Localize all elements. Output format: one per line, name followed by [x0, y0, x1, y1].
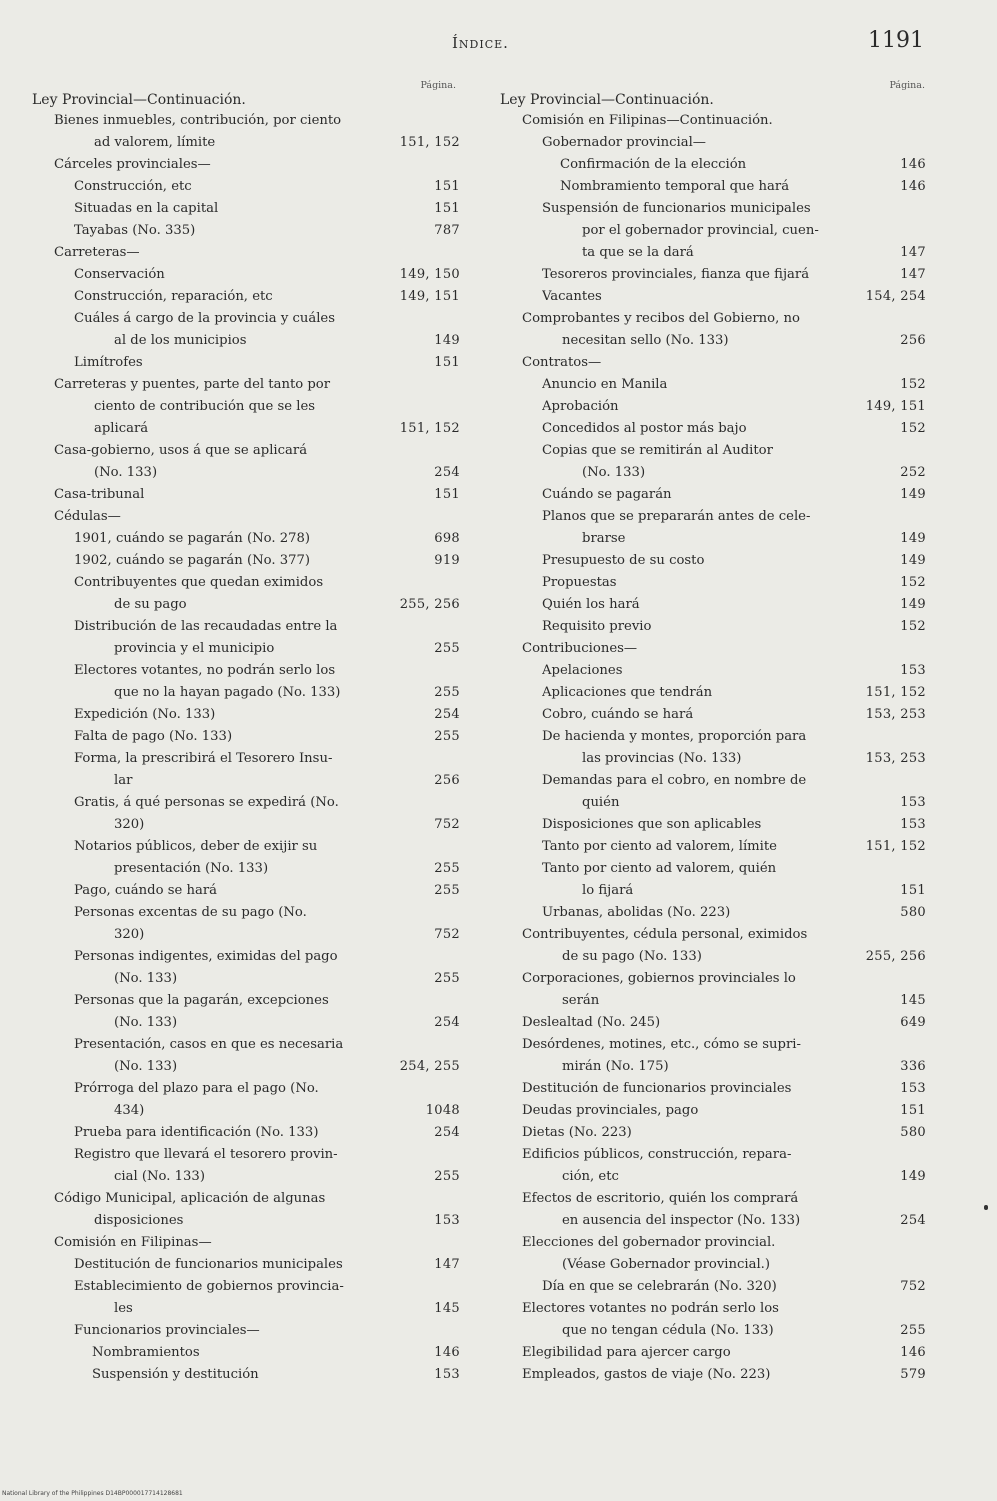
entry-text-line: por el gobernador provincial, cuen- — [582, 223, 819, 238]
entry-text-line: Aplicaciones que tendrán — [542, 685, 713, 700]
entry-text-line: Falta de pago (No. 133) — [74, 729, 233, 744]
entry-text-line: Personas excentas de su pago (No. — [74, 905, 307, 920]
index-entry — [500, 1100, 930, 1122]
index-entry — [500, 132, 930, 154]
entry-text-line: 1902, cuándo se pagarán (No. 377) — [74, 553, 311, 568]
index-entry — [32, 506, 464, 528]
entry-page-ref: 146 — [900, 179, 926, 194]
index-entry — [32, 1078, 464, 1122]
entry-page-ref: 255 — [434, 729, 460, 744]
index-entry — [32, 176, 464, 198]
entry-page-ref: 147 — [900, 245, 926, 260]
entry-page-ref: 153 — [434, 1213, 460, 1228]
index-entry — [32, 990, 464, 1034]
index-entry — [500, 352, 930, 374]
index-entry — [32, 220, 464, 242]
index-entry — [500, 1144, 930, 1188]
entry-text-line: Situadas en la capital — [74, 201, 219, 216]
index-entry — [32, 1254, 464, 1276]
entry-text-line: Prórroga del plazo para el pago (No. — [74, 1081, 319, 1096]
entry-page-ref: 256 — [900, 333, 926, 348]
entry-page-ref: 255, 256 — [399, 597, 460, 612]
entry-page-ref: 787 — [434, 223, 460, 238]
entry-text-line: Expedición (No. 133) — [74, 707, 216, 722]
index-entry — [500, 308, 930, 352]
index-entry — [32, 1034, 464, 1078]
entry-text-line: las provincias (No. 133) — [582, 751, 742, 766]
entry-text-line: Concedidos al postor más bajo — [542, 421, 747, 436]
entry-text-line: Comisión en Filipinas—Continuación. — [522, 113, 773, 128]
entry-text-line: Construcción, etc — [74, 179, 192, 194]
index-entry — [500, 572, 930, 594]
entry-page-ref: 752 — [900, 1279, 926, 1294]
index-entry — [32, 1276, 464, 1320]
running-title: Índice. — [452, 34, 509, 52]
entry-text-line: Tanto por ciento ad valorem, quién — [542, 861, 777, 876]
entry-text-line: Gratis, á qué personas se expedirá (No. — [74, 795, 339, 810]
entry-page-ref: 254 — [434, 1125, 460, 1140]
entry-page-ref: 255 — [434, 883, 460, 898]
entry-page-ref: 153 — [900, 663, 926, 678]
entry-text-line: cial (No. 133) — [114, 1169, 205, 1184]
entry-text-line: Contribuyentes, cédula personal, eximidos — [522, 927, 808, 942]
entry-page-ref: 152 — [900, 377, 926, 392]
index-entry — [500, 682, 930, 704]
index-entry — [500, 1276, 930, 1298]
right-column-heading: Ley Provincial—Continuación. — [500, 92, 714, 108]
entry-text-line: Contribuyentes que quedan eximidos — [74, 575, 324, 590]
index-entry — [32, 550, 464, 572]
left-column-heading: Ley Provincial—Continuación. — [32, 92, 246, 108]
entry-text-line: aplicará — [94, 421, 149, 436]
entry-text-line: (No. 133) — [582, 465, 646, 480]
entry-text-line: Desórdenes, motines, etc., cómo se supri- — [522, 1037, 801, 1052]
entry-text-line: Elecciones del gobernador provincial. — [522, 1235, 776, 1250]
index-entry — [500, 704, 930, 726]
index-entry — [500, 660, 930, 682]
index-entry — [32, 1122, 464, 1144]
entry-page-ref: 149 — [434, 333, 460, 348]
index-entry — [500, 770, 930, 814]
entry-text-line: Cárceles provinciales— — [54, 157, 211, 172]
entry-text-line: en ausencia del inspector (No. 133) — [562, 1213, 801, 1228]
entry-page-ref: 255 — [434, 1169, 460, 1184]
index-entry — [500, 110, 930, 132]
entry-page-ref: 580 — [900, 905, 926, 920]
entry-page-ref: 151 — [900, 1103, 926, 1118]
entry-text-line: 320) — [114, 927, 145, 942]
entry-text-line: Casa-tribunal — [54, 487, 145, 502]
entry-text-line: Gobernador provincial— — [542, 135, 706, 150]
entry-page-ref: 153, 253 — [865, 751, 926, 766]
entry-text-line: Forma, la prescribirá el Tesorero Insu- — [74, 751, 333, 766]
index-entry — [32, 308, 464, 352]
pagina-label-right: Página. — [889, 80, 925, 91]
index-entry — [500, 726, 930, 770]
entry-page-ref: 149 — [900, 553, 926, 568]
entry-text-line: Aprobación — [542, 399, 619, 414]
page-number: 1191 — [868, 28, 924, 53]
index-entry — [500, 1122, 930, 1144]
index-entry — [500, 1034, 930, 1078]
index-entry — [500, 264, 930, 286]
entry-page-ref: 151 — [900, 883, 926, 898]
entry-page-ref: 145 — [900, 993, 926, 1008]
entry-text-line: Registro que llevará el tesorero provin- — [74, 1147, 338, 1162]
index-entry — [500, 1364, 930, 1386]
entry-text-line: de su pago (No. 133) — [562, 949, 702, 964]
entry-text-line: Confirmación de la elección — [560, 157, 747, 172]
entry-text-line: lo fijará — [582, 883, 634, 898]
entry-text-line: Quién los hará — [542, 597, 640, 612]
index-entry — [32, 792, 464, 836]
index-entry — [32, 374, 464, 440]
entry-text-line: Casa-gobierno, usos á que se aplicará — [54, 443, 308, 458]
index-entry — [500, 550, 930, 572]
index-entry — [500, 1078, 930, 1100]
entry-text-line: Suspensión de funcionarios municipales — [542, 201, 811, 216]
entry-text-line: Cédulas— — [54, 509, 121, 524]
entry-text-line: Establecimiento de gobiernos provincia- — [74, 1279, 344, 1294]
index-entry — [32, 242, 464, 264]
entry-text-line: Anuncio en Manila — [542, 377, 668, 392]
index-entry — [32, 1320, 464, 1342]
entry-text-line: Deslealtad (No. 245) — [522, 1015, 661, 1030]
entry-text-line: 320) — [114, 817, 145, 832]
index-entry — [32, 440, 464, 484]
entry-text-line: ción, etc — [562, 1169, 619, 1184]
entry-page-ref: 151, 152 — [399, 135, 460, 150]
entry-text-line: Nombramientos — [92, 1345, 200, 1360]
entry-page-ref: 149, 151 — [865, 399, 926, 414]
entry-page-ref: 152 — [900, 575, 926, 590]
entry-text-line: Comprobantes y recibos del Gobierno, no — [522, 311, 800, 326]
index-entry — [500, 616, 930, 638]
entry-text-line: Notarios públicos, deber de exijir su — [74, 839, 318, 854]
entry-text-line: Suspensión y destitución — [92, 1367, 259, 1382]
index-entry — [500, 858, 930, 902]
left-entries-list — [32, 110, 464, 1386]
entry-page-ref: 149 — [900, 531, 926, 546]
index-entry — [32, 286, 464, 308]
index-entry — [500, 1188, 930, 1232]
index-entry — [32, 726, 464, 748]
entry-page-ref: 255 — [434, 971, 460, 986]
entry-page-ref: 580 — [900, 1125, 926, 1140]
index-entry — [500, 1232, 930, 1276]
entry-page-ref: 649 — [900, 1015, 926, 1030]
entry-text-line: Dietas (No. 223) — [522, 1125, 632, 1140]
entry-text-line: (Véase Gobernador provincial.) — [562, 1257, 771, 1272]
entry-text-line: Disposiciones que son aplicables — [542, 817, 762, 832]
entry-text-line: Tesoreros provinciales, fianza que fijará — [542, 267, 810, 282]
entry-page-ref: 254 — [434, 707, 460, 722]
entry-text-line: 1901, cuándo se pagarán (No. 278) — [74, 531, 311, 546]
entry-text-line: Presupuesto de su costo — [542, 553, 705, 568]
entry-page-ref: 154, 254 — [865, 289, 926, 304]
index-entry — [32, 572, 464, 616]
entry-text-line: Deudas provinciales, pago — [522, 1103, 699, 1118]
entry-text-line: Destitución de funcionarios provinciales — [522, 1081, 792, 1096]
entry-page-ref: 146 — [434, 1345, 460, 1360]
entry-text-line: Nombramiento temporal que hará — [560, 179, 790, 194]
index-entry — [500, 638, 930, 660]
entry-page-ref: 255 — [434, 641, 460, 656]
entry-text-line: Conservación — [74, 267, 165, 282]
entry-page-ref: 151 — [434, 355, 460, 370]
entry-text-line: (No. 133) — [114, 971, 178, 986]
index-entry — [500, 506, 930, 550]
page-header — [0, 28, 997, 68]
right-entries-list — [500, 110, 930, 1386]
entry-text-line: ta que se la dará — [582, 245, 694, 260]
entry-page-ref: 147 — [900, 267, 926, 282]
entry-page-ref: 149, 151 — [399, 289, 460, 304]
entry-text-line: Pago, cuándo se hará — [74, 883, 218, 898]
index-entry — [32, 528, 464, 550]
entry-page-ref: 919 — [434, 553, 460, 568]
index-entry — [32, 660, 464, 704]
index-entry — [32, 616, 464, 660]
index-entry — [32, 352, 464, 374]
entry-text-line: (No. 133) — [114, 1015, 178, 1030]
entry-text-line: Carreteras— — [54, 245, 140, 260]
entry-text-line: Tayabas (No. 335) — [74, 223, 196, 238]
scan-footer: National Library of the Philippines D14BP000017714128681 — [2, 1490, 183, 1497]
entry-text-line: Copias que se remitirán al Auditor — [542, 443, 773, 458]
entry-text-line: provincia y el municipio — [114, 641, 275, 656]
entry-text-line: Cuándo se pagarán — [542, 487, 672, 502]
entry-page-ref: 255 — [900, 1323, 926, 1338]
entry-text-line: serán — [562, 993, 600, 1008]
index-entry — [32, 154, 464, 176]
entry-page-ref: 336 — [900, 1059, 926, 1074]
entry-text-line: ad valorem, límite — [94, 135, 216, 150]
index-entry — [500, 418, 930, 440]
entry-text-line: Apelaciones — [542, 663, 623, 678]
entry-text-line: Prueba para identificación (No. 133) — [74, 1125, 319, 1140]
entry-text-line: Día en que se celebrarán (No. 320) — [542, 1279, 777, 1294]
index-entry — [32, 946, 464, 990]
index-entry — [500, 176, 930, 198]
entry-page-ref: 255, 256 — [865, 949, 926, 964]
entry-page-ref: 146 — [900, 1345, 926, 1360]
index-entry — [32, 1364, 464, 1386]
entry-page-ref: 151, 152 — [865, 685, 926, 700]
entry-text-line: Electores votantes, no podrán serlo los — [74, 663, 336, 678]
entry-text-line: Construcción, reparación, etc — [74, 289, 273, 304]
entry-text-line: disposiciones — [94, 1213, 184, 1228]
entry-page-ref: 153, 253 — [865, 707, 926, 722]
index-entry — [500, 924, 930, 968]
index-entry — [500, 440, 930, 484]
entry-page-ref: 149 — [900, 487, 926, 502]
index-entry — [500, 374, 930, 396]
entry-text-line: Cobro, cuándo se hará — [542, 707, 694, 722]
entry-text-line: lar — [114, 773, 133, 788]
entry-text-line: Funcionarios provinciales— — [74, 1323, 260, 1338]
entry-text-line: que no tengan cédula (No. 133) — [562, 1323, 774, 1338]
entry-page-ref: 698 — [434, 531, 460, 546]
entry-text-line: Limítrofes — [74, 355, 143, 370]
entry-text-line: Contratos— — [522, 355, 602, 370]
entry-text-line: Presentación, casos en que es necesaria — [74, 1037, 344, 1052]
entry-page-ref: 255 — [434, 861, 460, 876]
entry-text-line: Urbanas, abolidas (No. 223) — [542, 905, 731, 920]
entry-page-ref: 254, 255 — [399, 1059, 460, 1074]
entry-text-line: 434) — [114, 1103, 145, 1118]
entry-text-line: Electores votantes no podrán serlo los — [522, 1301, 779, 1316]
entry-text-line: ciento de contribución que se les — [94, 399, 316, 414]
entry-text-line: Requisito previo — [542, 619, 652, 634]
entry-page-ref: 254 — [434, 1015, 460, 1030]
entry-page-ref: 153 — [434, 1367, 460, 1382]
entry-page-ref: 255 — [434, 685, 460, 700]
entry-text-line: Empleados, gastos de viaje (No. 223) — [522, 1367, 771, 1382]
entry-page-ref: 149 — [900, 1169, 926, 1184]
entry-text-line: al de los municipios — [114, 333, 247, 348]
entry-page-ref: 1048 — [425, 1103, 460, 1118]
entry-text-line: Distribución de las recaudadas entre la — [74, 619, 338, 634]
entry-text-line: Contribuciones— — [522, 641, 638, 656]
entry-page-ref: 254 — [900, 1213, 926, 1228]
entry-page-ref: 151, 152 — [865, 839, 926, 854]
entry-text-line: Código Municipal, aplicación de algunas — [54, 1191, 326, 1206]
index-entry — [500, 198, 930, 264]
index-entry — [500, 836, 930, 858]
entry-text-line: Demandas para el cobro, en nombre de — [542, 773, 807, 788]
index-entry — [500, 1298, 930, 1342]
entry-page-ref: 153 — [900, 817, 926, 832]
entry-text-line: que no la hayan pagado (No. 133) — [114, 685, 341, 700]
entry-page-ref: 151 — [434, 179, 460, 194]
index-entry — [500, 154, 930, 176]
entry-text-line: Efectos de escritorio, quién los comprará — [522, 1191, 799, 1206]
index-entry — [500, 594, 930, 616]
entry-text-line: (No. 133) — [114, 1059, 178, 1074]
entry-page-ref: 252 — [900, 465, 926, 480]
entry-text-line: Personas que la pagarán, excepciones — [74, 993, 329, 1008]
entry-text-line: les — [114, 1301, 133, 1316]
entry-text-line: De hacienda y montes, proporción para — [542, 729, 807, 744]
index-entry — [32, 198, 464, 220]
entry-page-ref: 256 — [434, 773, 460, 788]
entry-text-line: Destitución de funcionarios municipales — [74, 1257, 343, 1272]
pagina-label-left: Página. — [420, 80, 456, 91]
index-entry — [32, 110, 464, 154]
entry-page-ref: 254 — [434, 465, 460, 480]
entry-page-ref: 145 — [434, 1301, 460, 1316]
entry-text-line: Corporaciones, gobiernos provinciales lo — [522, 971, 796, 986]
entry-text-line: Planos que se prepararán antes de cele- — [542, 509, 811, 524]
entry-text-line: (No. 133) — [94, 465, 158, 480]
entry-page-ref: 579 — [900, 1367, 926, 1382]
index-entry — [32, 836, 464, 880]
entry-text-line: Cuáles á cargo de la provincia y cuáles — [74, 311, 335, 326]
entry-page-ref: 152 — [900, 421, 926, 436]
entry-text-line: Propuestas — [542, 575, 617, 590]
entry-page-ref: 149, 150 — [399, 267, 460, 282]
index-entry — [32, 1232, 464, 1254]
index-entry — [500, 396, 930, 418]
index-entry — [500, 814, 930, 836]
index-entry — [32, 902, 464, 946]
entry-text-line: mirán (No. 175) — [562, 1059, 669, 1074]
entry-text-line: Elegibilidad para ajercer cargo — [522, 1345, 731, 1360]
entry-page-ref: 752 — [434, 927, 460, 942]
entry-text-line: brarse — [582, 531, 626, 546]
entry-text-line: presentación (No. 133) — [114, 861, 269, 876]
entry-page-ref: 152 — [900, 619, 926, 634]
entry-text-line: Comisión en Filipinas— — [54, 1235, 212, 1250]
entry-page-ref: 752 — [434, 817, 460, 832]
index-entry — [500, 968, 930, 1012]
entry-text-line: necesitan sello (No. 133) — [562, 333, 729, 348]
entry-page-ref: 146 — [900, 157, 926, 172]
index-entry — [32, 264, 464, 286]
entry-page-ref: 151, 152 — [399, 421, 460, 436]
entry-text-line: Carreteras y puentes, parte del tanto por — [54, 377, 331, 392]
entry-text-line: Vacantes — [542, 289, 602, 304]
index-entry — [32, 484, 464, 506]
entry-text-line: Edificios públicos, construcción, repara- — [522, 1147, 792, 1162]
entry-text-line: Bienes inmuebles, contribución, por ciento — [54, 113, 342, 128]
index-entry — [32, 1144, 464, 1188]
index-entry — [500, 1012, 930, 1034]
index-entry — [32, 704, 464, 726]
entry-page-ref: 151 — [434, 201, 460, 216]
index-entry — [32, 1188, 464, 1232]
index-entry — [500, 902, 930, 924]
entry-page-ref: 149 — [900, 597, 926, 612]
index-entry — [500, 1342, 930, 1364]
entry-page-ref: 147 — [434, 1257, 460, 1272]
index-entry — [500, 484, 930, 506]
entry-text-line: quién — [582, 795, 620, 810]
index-entry — [32, 1342, 464, 1364]
entry-text-line: Tanto por ciento ad valorem, límite — [542, 839, 777, 854]
index-entry — [500, 286, 930, 308]
entry-text-line: de su pago — [114, 597, 187, 612]
scan-speck — [984, 1205, 988, 1210]
index-entry — [32, 880, 464, 902]
entry-page-ref: 153 — [900, 1081, 926, 1096]
index-entry — [32, 748, 464, 792]
entry-text-line: Personas indigentes, eximidas del pago — [74, 949, 338, 964]
entry-page-ref: 153 — [900, 795, 926, 810]
entry-page-ref: 151 — [434, 487, 460, 502]
